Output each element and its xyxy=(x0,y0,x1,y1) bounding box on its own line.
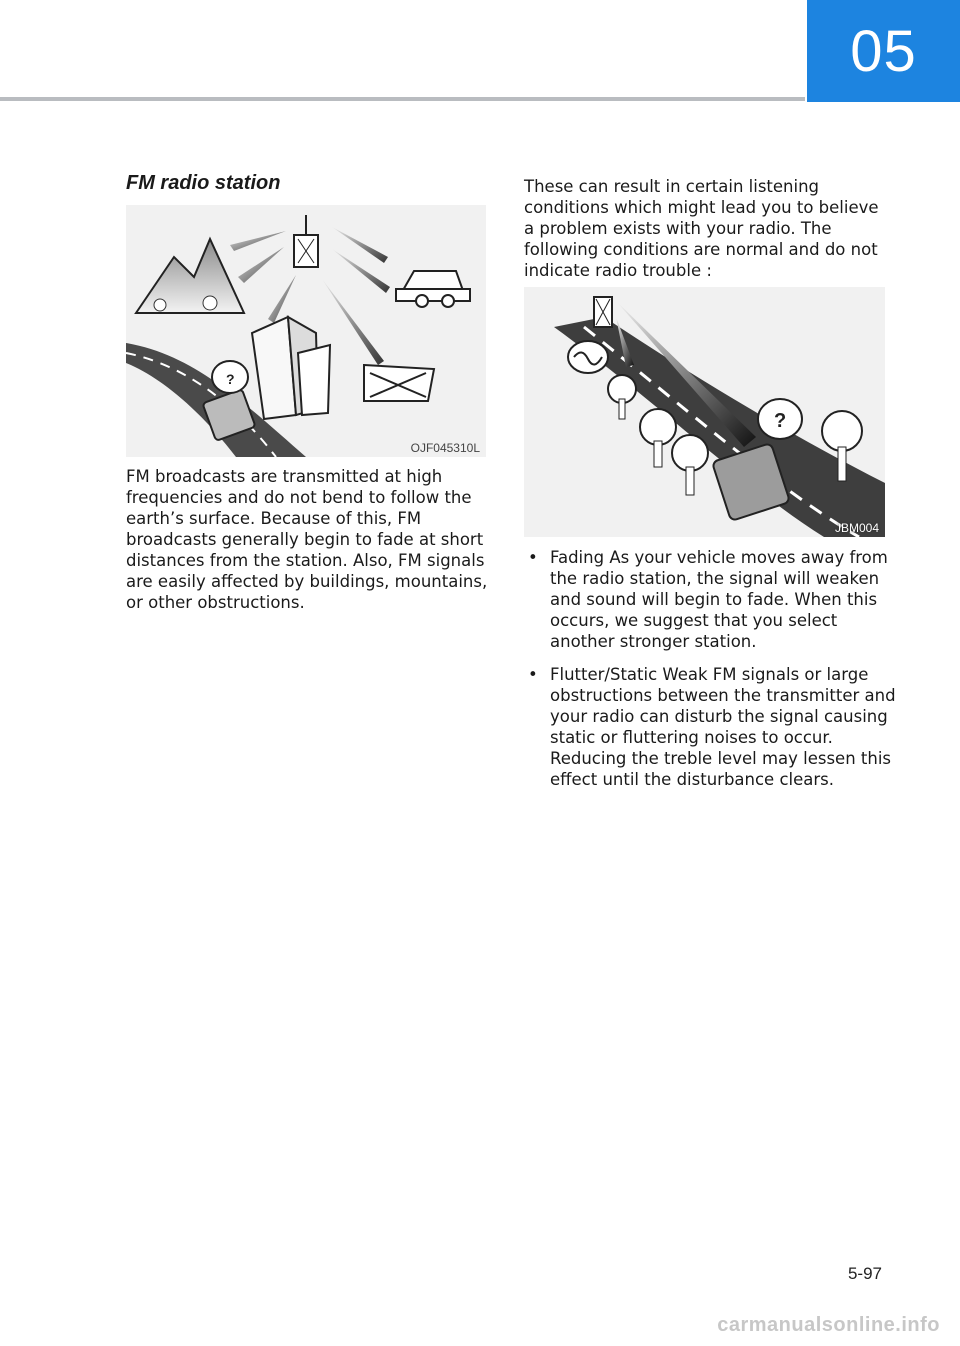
list-item: • Flutter/Static Weak FM signals or large obstructions between the transmitter and your radio can disturb the signal causing static or fluttering noises to occur. Reducing the treble level may lessen this effect until the disturbance clears. xyxy=(524,664,896,790)
watermark: carmanualsonline.info xyxy=(717,1314,940,1336)
chapter-tab xyxy=(807,0,960,102)
right-figure-question-mark: ? xyxy=(774,410,787,432)
right-intro-paragraph: These can result in certain listening conditions which might lead you to believe a problem exists with your radio. The following conditions are normal and do not indicate radio trouble : xyxy=(524,177,879,280)
conditions-list xyxy=(524,547,896,802)
fm-fading-illustration-icon xyxy=(524,287,885,537)
right-figure-code: JBM004 xyxy=(834,521,879,535)
left-figure-question-mark: ? xyxy=(226,371,235,387)
left-figure-code: OJF045310L xyxy=(410,441,480,455)
fm-fading-figure xyxy=(524,287,885,537)
fm-broadcast-illustration-icon xyxy=(126,205,486,457)
left-paragraph: FM broadcasts are transmitted at high frequencies and do not bend to follow the earth’s surface. Because of this, FM broadcasts generally begin to fade at short distances from the station. Also, FM signals are easily affected by buildings, mountains, or other obstructions. xyxy=(126,467,488,612)
section-title: FM radio station xyxy=(126,172,281,194)
list-item: • Fading As your vehicle moves away from the radio station, the signal will weaken and sound will begin to fade. When this occurs, we suggest that you select another stronger station. xyxy=(524,547,896,652)
header-rule xyxy=(0,97,805,101)
fm-broadcast-figure xyxy=(126,205,486,457)
page-number: 5-97 xyxy=(847,1264,882,1283)
chapter-number: 05 xyxy=(850,18,917,84)
